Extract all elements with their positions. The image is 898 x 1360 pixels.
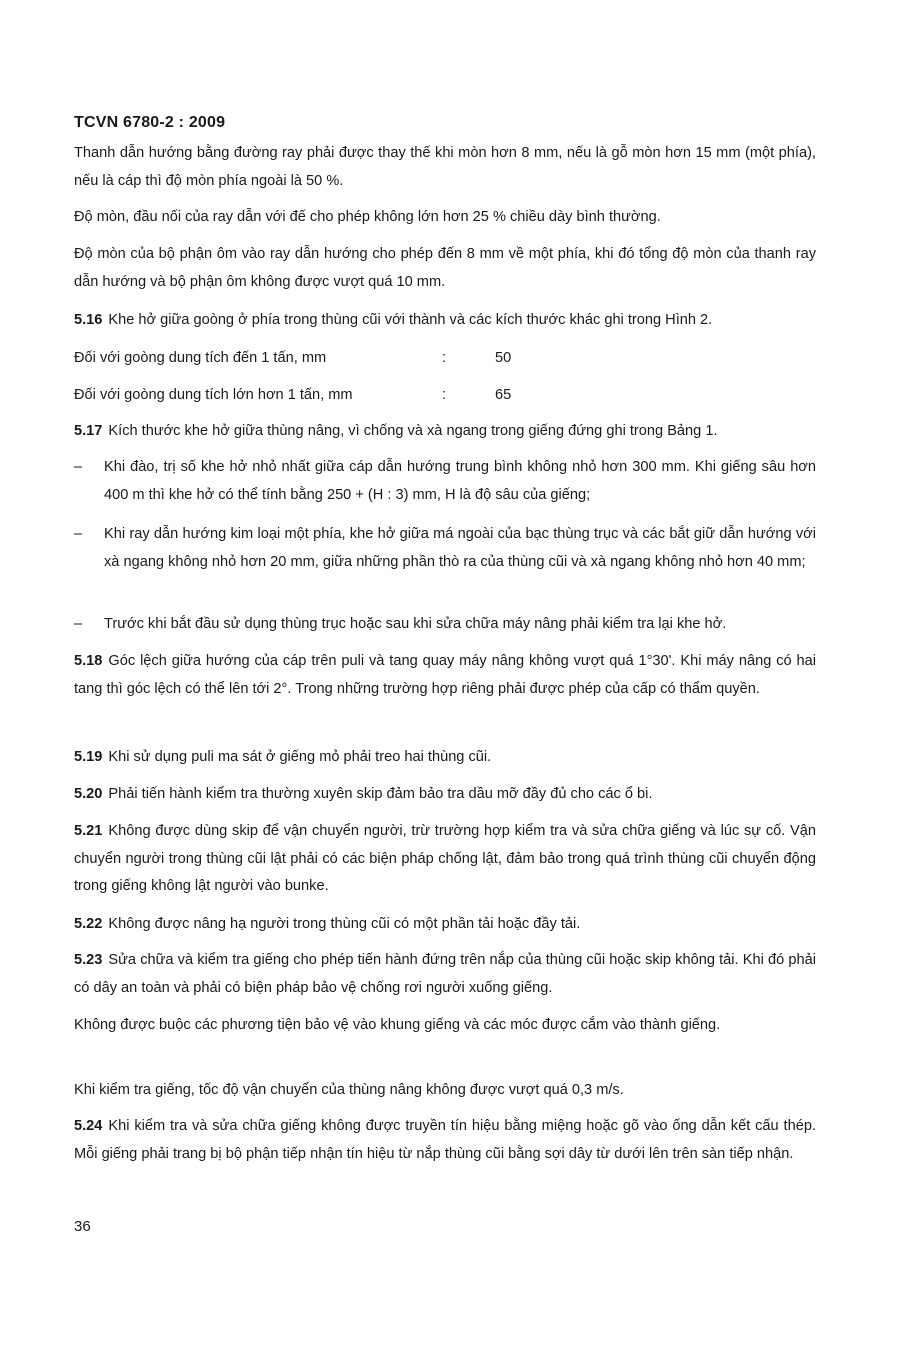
section-5-24 xyxy=(74,1113,816,1168)
section-number: 5.22 xyxy=(74,916,103,932)
bullet-dash: – xyxy=(74,526,83,542)
section-text: Phải tiến hành kiểm tra thường xuyên skip đảm bảo tra dầu mỡ đầy đủ cho các ổ bi. xyxy=(108,786,653,802)
section-number: 5.18 xyxy=(74,653,103,669)
section-text: Sửa chữa và kiểm tra giếng cho phép tiến hành đứng trên nắp của thùng cũi hoặc skip không tải. Khi đó phải có dây an toàn và phải có biện pháp bảo vệ chống rơi người xuống giếng. xyxy=(74,952,816,996)
bullet-item xyxy=(74,454,816,509)
row-value: 50 xyxy=(495,350,512,366)
standard-header: TCVN 6780-2 : 2009 xyxy=(74,114,226,131)
section-number: 5.23 xyxy=(74,952,103,968)
page-number: 36 xyxy=(74,1218,91,1235)
section-number: 5.20 xyxy=(74,786,103,802)
section-text: Khi sử dụng puli ma sát ở giếng mỏ phải treo hai thùng cũi. xyxy=(108,749,492,765)
section-5-16 xyxy=(74,307,816,335)
bullet-text: Khi ray dẫn hướng kim loại một phía, khe hở giữa má ngoài của bạc thùng trục và các bắt giữ dẫn hướng với xà ngang không nhỏ hơn 20 mm, giữa những phần thò ra của thùng cũi và xà ngang không nhỏ hơn 40 mm; xyxy=(104,526,816,570)
bullet-text: Trước khi bắt đầu sử dụng thùng trục hoặc sau khi sửa chữa máy nâng phải kiểm tra lại khe hở. xyxy=(104,616,727,632)
section-number: 5.24 xyxy=(74,1118,103,1134)
section-number: 5.21 xyxy=(74,823,103,839)
paragraph-protective-means: Không được buộc các phương tiện bảo vệ vào khung giếng và các móc được cắm vào thành giếng. xyxy=(74,1017,721,1033)
row-label: Đối với goòng dung tích đến 1 tấn, mm xyxy=(74,350,327,366)
bullet-dash: – xyxy=(74,616,83,632)
row-colon: : xyxy=(442,350,447,366)
section-5-18 xyxy=(74,648,816,703)
bullet-text: Khi đào, trị số khe hở nhỏ nhất giữa cáp dẫn hướng trung bình không nhỏ hơn 300 mm. Khi giếng sâu hơn 400 m thì khe hở có thể tính bằng 250 + (H : 3) mm, H là độ sâu của giếng; xyxy=(104,459,816,503)
bullet-item xyxy=(74,611,816,639)
paragraph-joint-wear: Độ mòn, đầu nối của ray dẫn với đế cho phép không lớn hơn 25 % chiều dày bình thường. xyxy=(74,209,661,225)
row-label: Đối với goòng dung tích lớn hơn 1 tấn, mm xyxy=(74,387,353,403)
section-text: Khi kiểm tra và sửa chữa giếng không được truyền tín hiệu bằng miệng hoặc gõ vào ống dẫn kết cấu thép. Mỗi giếng phải trang bị bộ phận tiếp nhận tín hiệu từ nắp thùng cũi bằng sợi dây từ dưới lên trên sàn tiếp nhận. xyxy=(74,1118,816,1162)
section-5-20 xyxy=(74,781,816,809)
row-colon: : xyxy=(442,387,447,403)
section-text: Kích thước khe hở giữa thùng nâng, vì chống và xà ngang trong giếng đứng ghi trong Bảng 1. xyxy=(108,423,718,439)
section-number: 5.16 xyxy=(74,312,103,328)
paragraph-clamp-wear: Độ mòn của bộ phận ôm vào ray dẫn hướng cho phép đến 8 mm về một phía, khi đó tổng độ mòn của thanh ray dẫn hướng và bộ phận ôm không được vượt quá 10 mm. xyxy=(74,246,816,290)
section-5-22 xyxy=(74,911,816,939)
section-5-19 xyxy=(74,744,816,772)
section-text: Không được dùng skip để vận chuyển người, trừ trường hợp kiểm tra và sửa chữa giếng và lúc sự cố. Vận chuyển người trong thùng cũi lật phải có các biện pháp chống lật, đảm bảo trong quá trình thùng cũi chuyển động trong giếng không lật người vào bunke. xyxy=(74,823,816,894)
section-5-21 xyxy=(74,818,816,901)
section-5-17 xyxy=(74,418,816,446)
section-5-23 xyxy=(74,947,816,1002)
bullet-dash: – xyxy=(74,459,83,475)
section-text: Không được nâng hạ người trong thùng cũi có một phần tải hoặc đầy tải. xyxy=(108,916,581,932)
section-text: Khe hở giữa goòng ở phía trong thùng cũi với thành và các kích thước khác ghi trong Hình 2. xyxy=(108,312,713,328)
bullet-item xyxy=(74,521,816,576)
section-number: 5.17 xyxy=(74,423,103,439)
paragraph-speed-limit: Khi kiểm tra giếng, tốc độ vận chuyển của thùng nâng không được vượt quá 0,3 m/s. xyxy=(74,1082,624,1098)
clearance-row xyxy=(74,381,816,409)
paragraph-rail-wear: Thanh dẫn hướng bằng đường ray phải được thay thế khi mòn hơn 8 mm, nếu là gỗ mòn hơn 15 mm (một phía), nếu là cáp thì độ mòn phía ngoài là 50 %. xyxy=(74,145,816,189)
row-value: 65 xyxy=(495,387,512,403)
section-text: Góc lệch giữa hướng của cáp trên puli và tang quay máy nâng không vượt quá 1°30'. Khi máy nâng có hai tang thì góc lệch có thể lên tới 2°. Trong những trường hợp riêng phải được phép của cấp có thẩm quyền. xyxy=(74,653,816,697)
clearance-row xyxy=(74,344,816,372)
section-number: 5.19 xyxy=(74,749,103,765)
